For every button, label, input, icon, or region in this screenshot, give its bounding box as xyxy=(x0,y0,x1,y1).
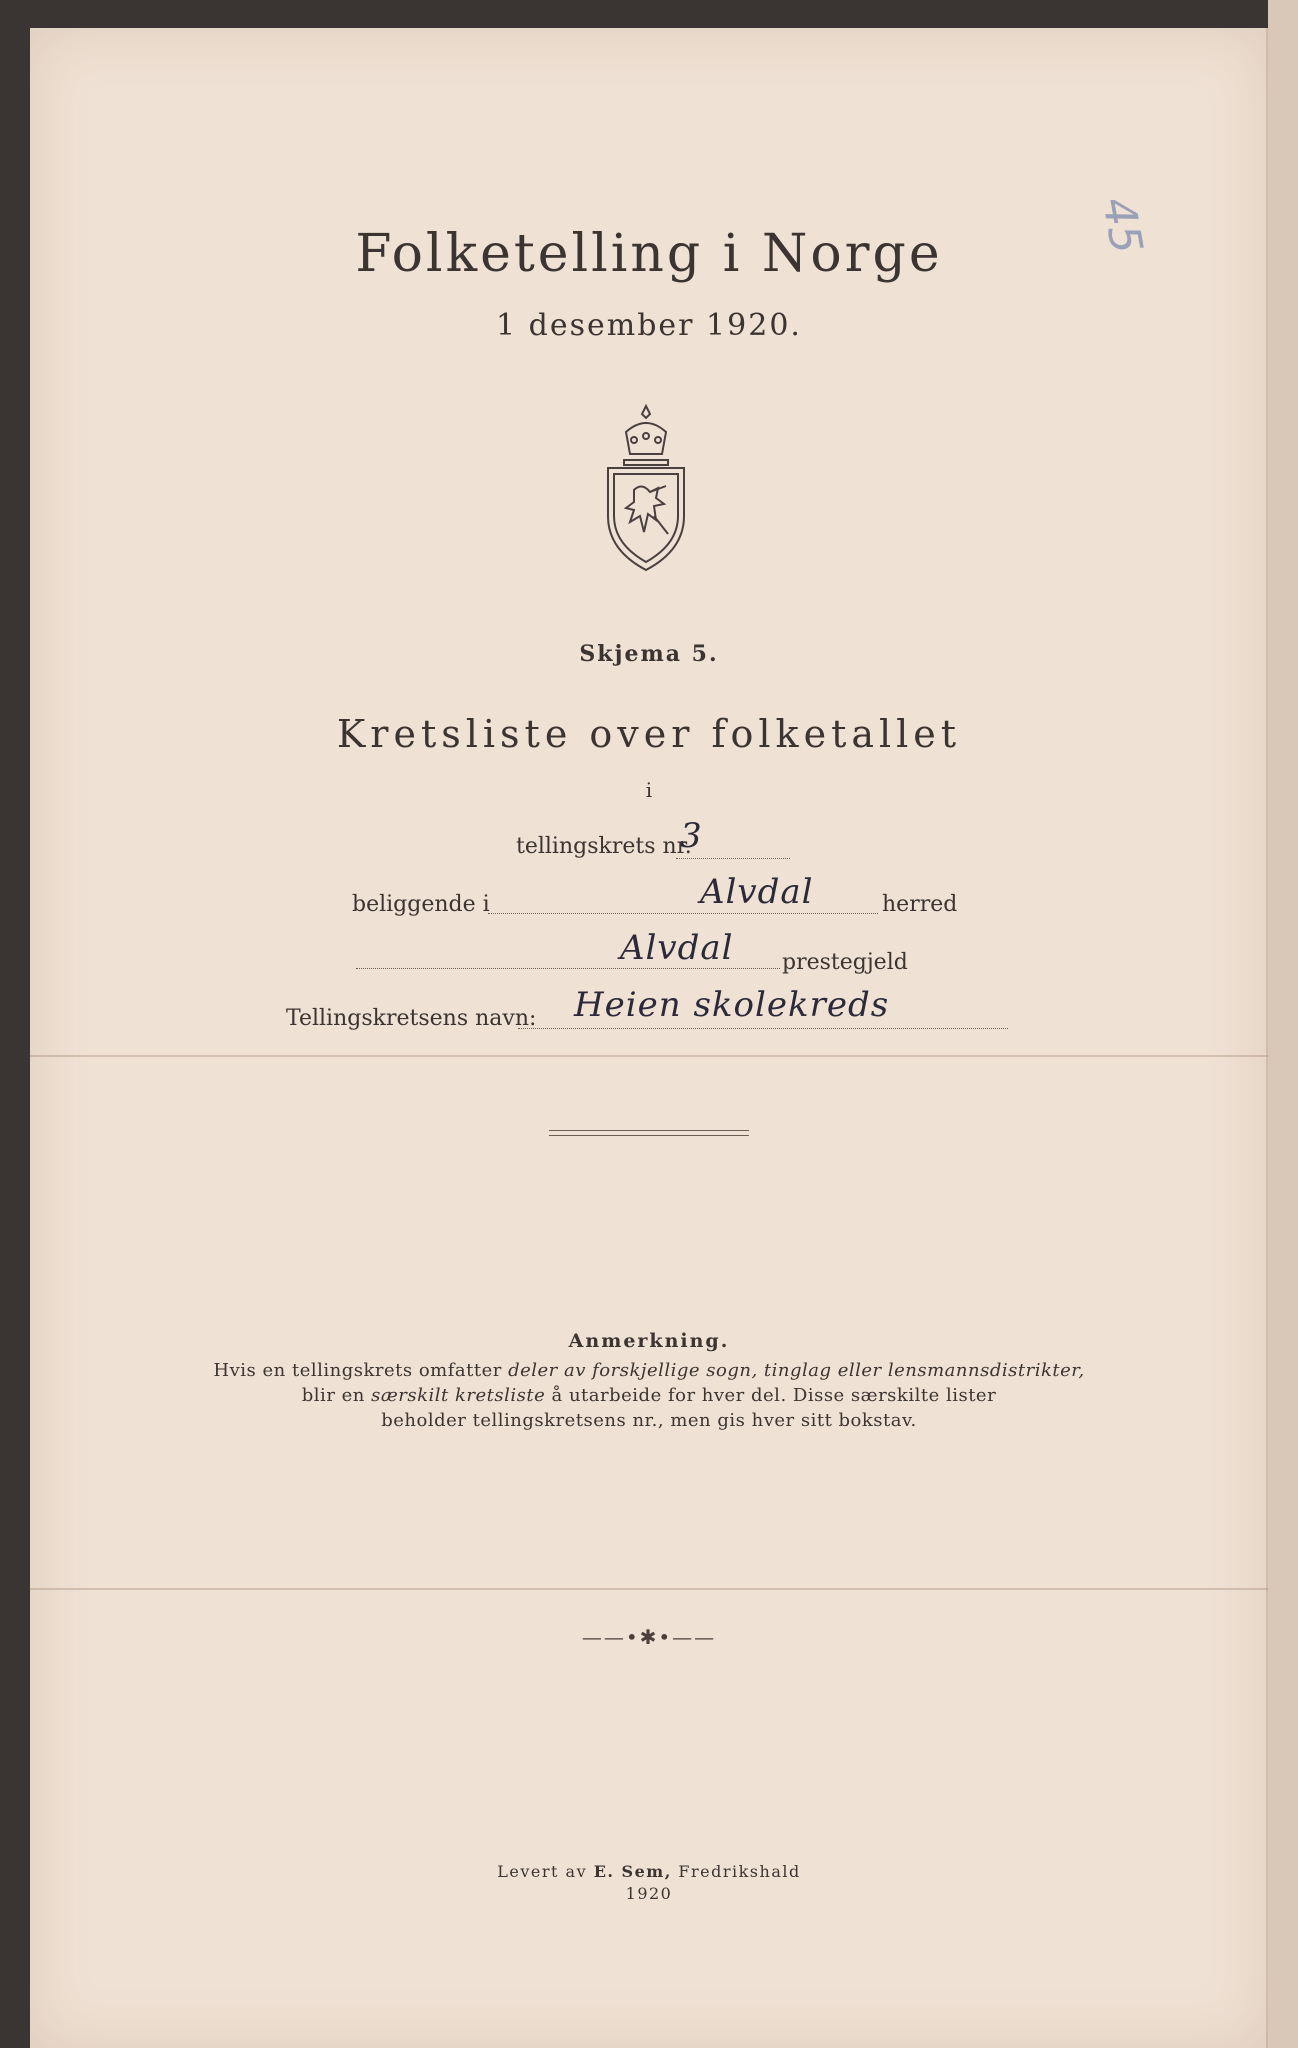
parish-suffix: prestegjeld xyxy=(782,950,908,975)
district-number-value: 3 xyxy=(680,816,703,856)
district-name-line xyxy=(518,1028,1008,1029)
note-text-italic: deler av forskjellige sogn, tinglag eller lensmannsdistrikter, xyxy=(508,1360,1085,1381)
form-heading: Kretsliste over folketallet xyxy=(336,712,962,756)
coat-of-arms-icon xyxy=(598,402,694,574)
located-label: beliggende i xyxy=(352,892,490,917)
printer-credit xyxy=(0,1862,1298,1881)
note-line-1 xyxy=(0,1360,1298,1381)
printer-text: Levert av xyxy=(497,1862,594,1881)
schema-label: Skjema 5. xyxy=(579,641,719,667)
fold-line xyxy=(30,1055,1268,1057)
district-name-label: Tellingskretsens navn: xyxy=(286,1006,537,1031)
ornament-divider: ——•✱•—— xyxy=(581,1625,717,1649)
note-line-2 xyxy=(0,1385,1298,1406)
district-number-label: tellingskrets nr. xyxy=(516,834,692,859)
parish-value: Alvdal xyxy=(620,928,734,968)
municipality-line xyxy=(488,913,878,914)
printer-name: E. Sem, xyxy=(593,1862,672,1881)
parish-line xyxy=(356,968,780,969)
note-text: Hvis en tellingskrets omfatter xyxy=(213,1360,509,1381)
note-heading: Anmerkning. xyxy=(568,1330,730,1352)
fold-line xyxy=(30,1588,1268,1590)
in-word: i xyxy=(645,778,653,802)
divider-rule xyxy=(549,1130,749,1136)
document-date: 1 desember 1920. xyxy=(496,308,802,343)
printer-place: Fredrikshald xyxy=(671,1862,801,1881)
note-text-italic: særskilt kretsliste xyxy=(371,1385,546,1406)
district-number-line xyxy=(676,858,790,859)
municipality-value: Alvdal xyxy=(700,872,814,912)
print-year: 1920 xyxy=(625,1884,673,1903)
document-title: Folketelling i Norge xyxy=(355,224,943,284)
note-text: blir en xyxy=(301,1385,372,1406)
note-text: å utarbeide for hver del. Disse særskilte lister xyxy=(545,1385,997,1406)
district-name-value: Heien skolekreds xyxy=(574,985,890,1025)
note-line-3: beholder tellingskretsens nr., men gis hver sitt bokstav. xyxy=(381,1410,917,1431)
municipality-suffix: herred xyxy=(882,892,958,917)
pencil-margin-note: 45 xyxy=(1092,193,1152,258)
